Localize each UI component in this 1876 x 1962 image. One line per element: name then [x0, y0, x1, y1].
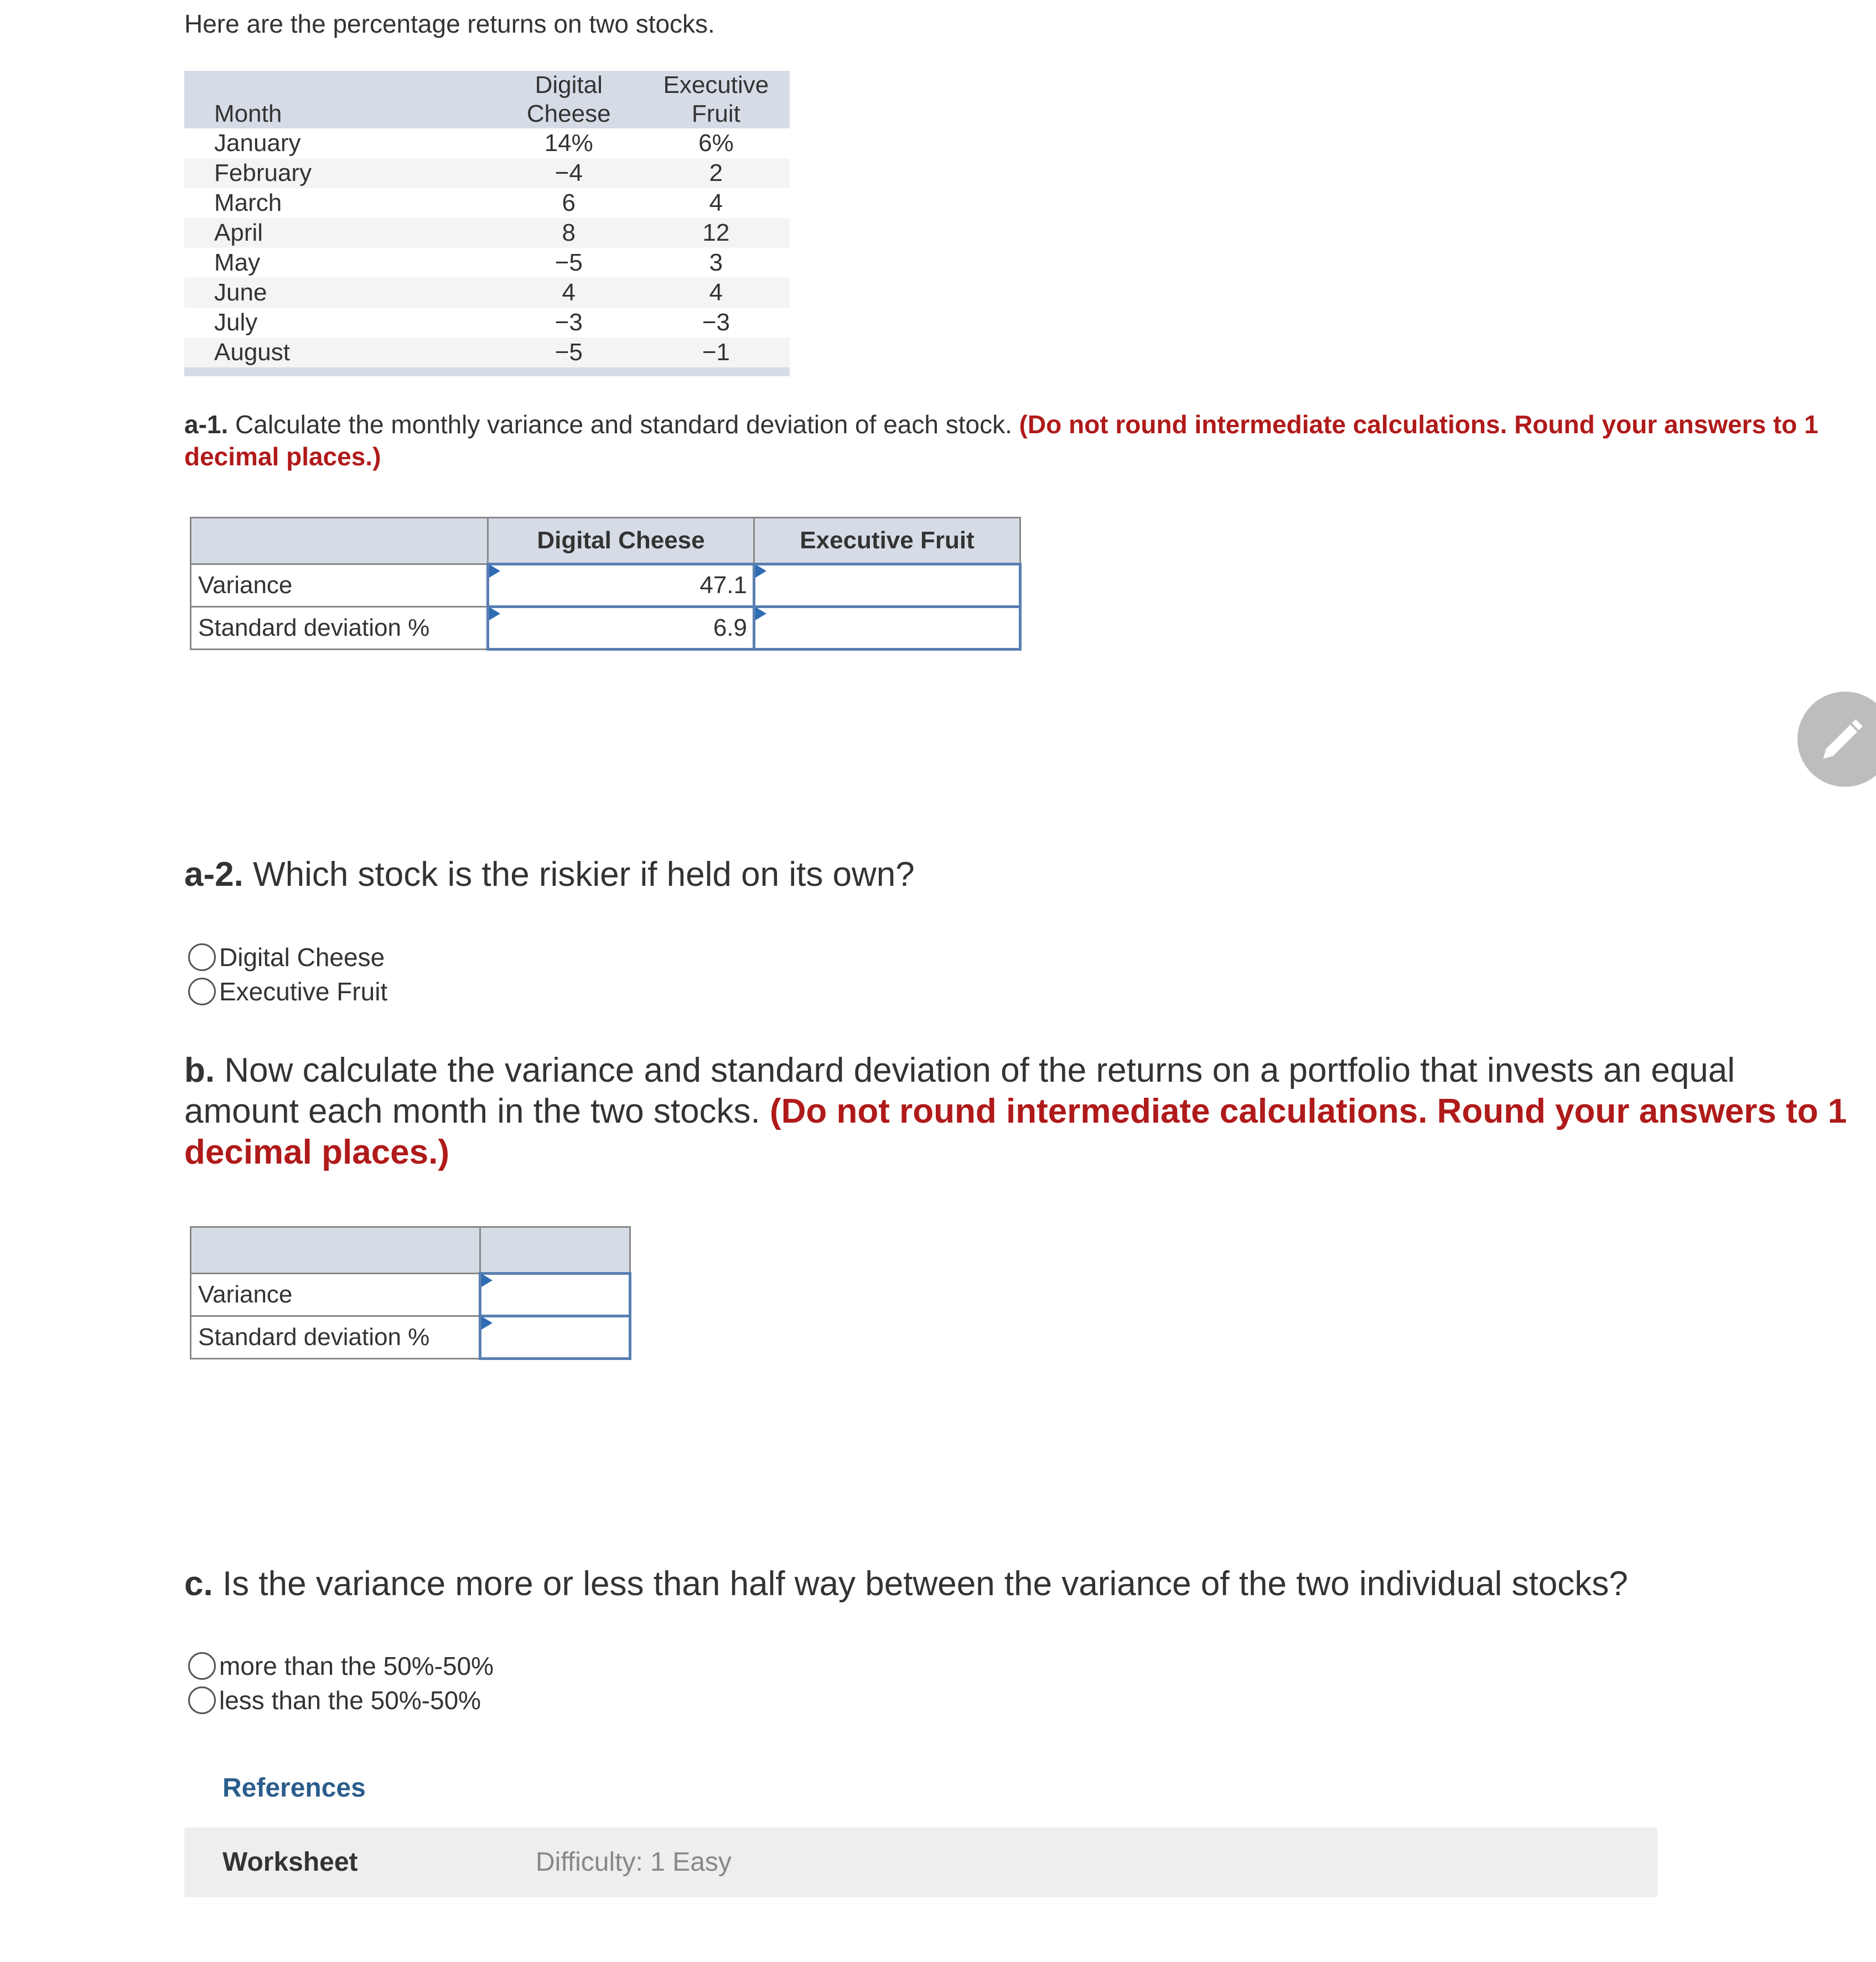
b-answer-table — [190, 1226, 631, 1360]
b-sd-row — [191, 1316, 630, 1359]
header-executive-fruit: Executive Fruit — [642, 71, 790, 128]
question-b-number: b. — [184, 1051, 215, 1089]
digital-cell: 6 — [562, 189, 576, 216]
digital-cell: −5 — [554, 249, 583, 276]
b-sd-input[interactable] — [480, 1316, 630, 1359]
a1-variance-row — [191, 564, 1020, 607]
digital-cell: −3 — [554, 309, 583, 336]
radio-button[interactable] — [188, 1686, 216, 1714]
a1-sd-row — [191, 607, 1020, 650]
references-bar — [184, 1828, 1657, 1897]
b-variance-label: Variance — [191, 1274, 480, 1316]
table-row — [184, 338, 790, 367]
executive-cell: 6% — [698, 129, 734, 157]
b-sd-label: Standard deviation % — [191, 1316, 480, 1359]
question-c-text: Is the variance more or less than half way between the variance of the two individual stocks? — [222, 1565, 1628, 1603]
pencil-icon — [1797, 692, 1876, 787]
month-cell: June — [184, 278, 495, 308]
worksheet-label[interactable]: Worksheet — [222, 1847, 358, 1877]
executive-cell: 4 — [642, 278, 790, 308]
a1-header-blank — [191, 518, 488, 564]
question-a2-text: Which stock is the riskier if held on its own? — [253, 855, 915, 894]
c-option-label: less than the 50%-50% — [219, 1686, 481, 1715]
executive-cell: 4 — [709, 189, 723, 216]
month-cell: April — [184, 218, 495, 248]
a1-header-row — [191, 518, 1020, 564]
a1-variance-digital-input[interactable]: 47.1 — [488, 564, 754, 607]
header-digital-cheese: Digital Cheese — [495, 71, 642, 128]
digital-cell: 4 — [495, 278, 642, 308]
table-row — [184, 188, 790, 218]
executive-cell: −1 — [642, 338, 790, 367]
c-options — [188, 1649, 494, 1717]
a2-option-digital[interactable] — [188, 940, 387, 974]
b-variance-row — [191, 1274, 630, 1316]
table-row — [184, 278, 790, 308]
b-header-blank-2 — [480, 1227, 630, 1274]
a1-sd-digital-input[interactable]: 6.9 — [488, 607, 754, 650]
c-option-label: more than the 50%-50% — [219, 1652, 494, 1680]
month-cell: February — [184, 158, 495, 188]
digital-cell: 8 — [495, 218, 642, 248]
question-a1 — [184, 408, 1867, 473]
a2-option-executive[interactable] — [188, 974, 387, 1009]
digital-cell: −5 — [495, 338, 642, 367]
question-b-text: Now calculate the variance and standard deviation of the returns on a portfolio that invests an equal amount each month in the two stocks. — [184, 1051, 1735, 1130]
a1-answer-table — [190, 517, 1022, 651]
question-a1-instruction: (Do not round intermediate calculations. Round your answers to 1 decimal places.) — [184, 410, 1818, 471]
b-header-row — [191, 1227, 630, 1274]
returns-header-row — [184, 71, 790, 128]
a1-header-digital: Digital Cheese — [488, 518, 754, 564]
month-cell: January — [214, 129, 301, 157]
question-b-instruction: (Do not round intermediate calculations. Round your answers to 1 decimal places.) — [184, 1092, 1847, 1171]
table-row — [184, 128, 790, 158]
table-footer-bar — [184, 367, 790, 376]
a2-options — [188, 940, 387, 1009]
question-a1-number: a-1. — [184, 410, 229, 439]
executive-cell: −3 — [702, 309, 730, 336]
references-link[interactable]: References — [222, 1773, 366, 1803]
a1-sd-executive-input[interactable] — [754, 607, 1020, 650]
c-option-less[interactable] — [188, 1683, 494, 1717]
month-cell: August — [184, 338, 495, 367]
a1-sd-label: Standard deviation % — [191, 607, 488, 650]
header-month: Month — [184, 71, 495, 128]
c-option-more[interactable] — [188, 1649, 494, 1683]
executive-cell: 3 — [709, 249, 723, 276]
a1-variance-executive-input[interactable] — [754, 564, 1020, 607]
a2-option-label: Digital Cheese — [219, 943, 385, 972]
difficulty-label: Difficulty: 1 Easy — [536, 1847, 732, 1877]
returns-table — [184, 71, 790, 376]
intro-text: Here are the percentage returns on two stocks. — [184, 9, 715, 38]
question-c — [184, 1564, 1867, 1605]
a1-header-executive: Executive Fruit — [754, 518, 1020, 564]
radio-button[interactable] — [188, 1652, 216, 1680]
table-row — [184, 248, 790, 278]
footer-cell — [184, 367, 790, 376]
month-cell: July — [214, 309, 258, 336]
table-row — [184, 308, 790, 338]
question-a2-number: a-2. — [184, 855, 243, 894]
month-cell: May — [214, 249, 261, 276]
a1-variance-label: Variance — [191, 564, 488, 607]
radio-button[interactable] — [188, 978, 216, 1005]
table-row — [184, 158, 790, 188]
b-variance-input[interactable] — [480, 1274, 630, 1316]
question-a1-text: Calculate the monthly variance and standard deviation of each stock. — [235, 410, 1012, 439]
executive-cell: 2 — [642, 158, 790, 188]
question-c-number: c. — [184, 1565, 213, 1603]
edit-button[interactable] — [1797, 692, 1876, 787]
b-header-blank — [191, 1227, 480, 1274]
a2-option-label: Executive Fruit — [219, 977, 388, 1006]
month-cell: March — [214, 189, 282, 216]
digital-cell: 14% — [544, 129, 593, 157]
question-a2 — [184, 854, 1789, 895]
digital-cell: −4 — [495, 158, 642, 188]
executive-cell: 12 — [642, 218, 790, 248]
table-row — [184, 218, 790, 248]
question-b — [184, 1050, 1856, 1173]
radio-button[interactable] — [188, 943, 216, 971]
